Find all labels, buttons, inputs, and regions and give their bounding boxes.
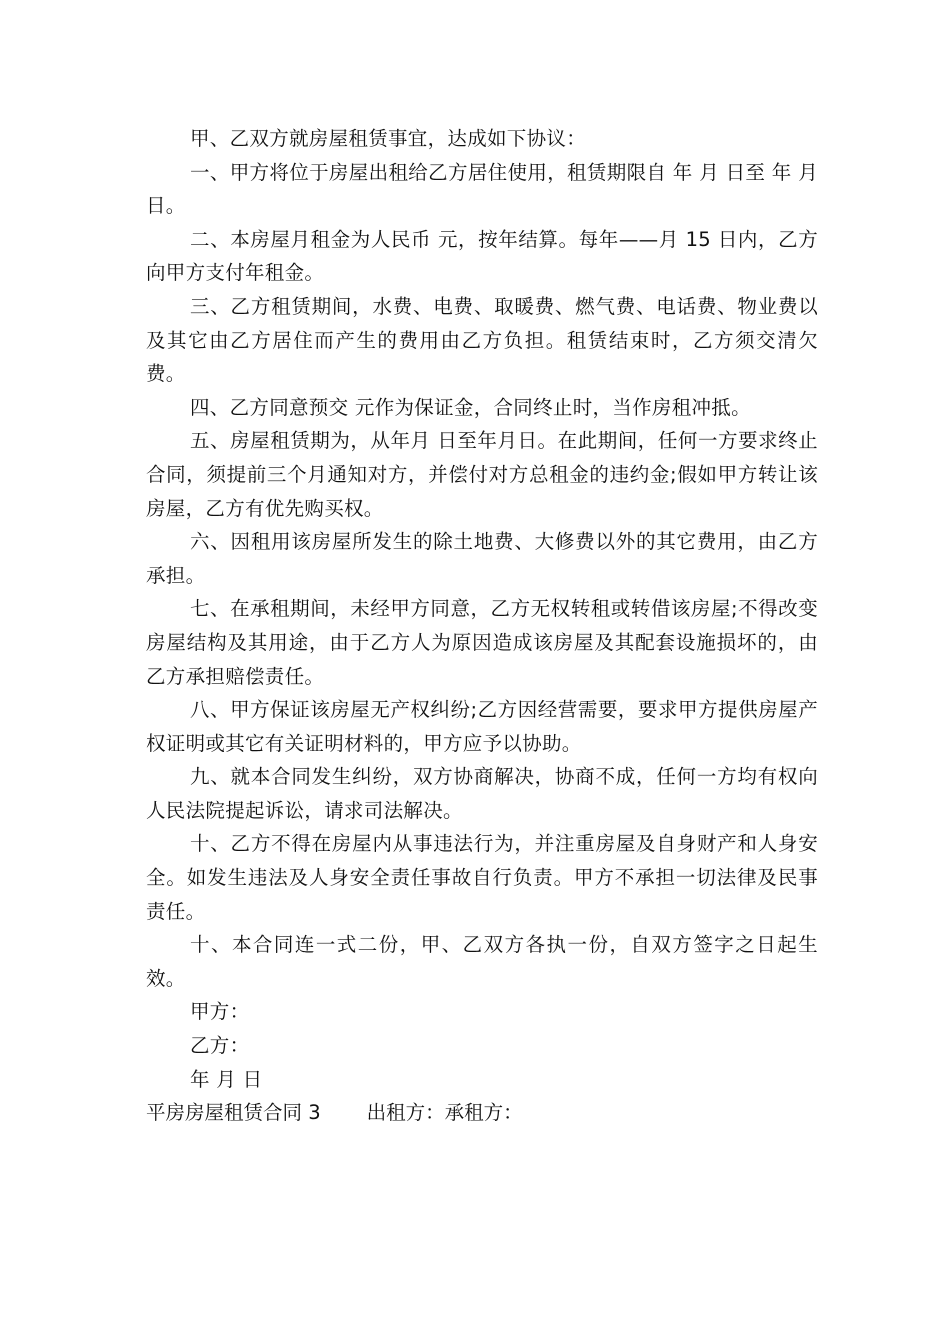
- clause-8: 八、甲方保证该房屋无产权纠纷;乙方因经营需要，要求甲方提供房屋产权证明或其它有关证明材料的，甲方应予以协助。: [146, 698, 818, 755]
- clause-6: 六、因租用该房屋所发生的除土地费、大修费以外的其它费用，由乙方承担。: [146, 530, 818, 587]
- clause-3: 三、乙方租赁期间，水费、电费、取暖费、燃气费、电话费、物业费以及其它由乙方居住而产生的费用由乙方负担。租赁结束时，乙方须交清欠费。: [146, 294, 818, 386]
- clause-4: 四、乙方同意预交 元作为保证金，合同终止时，当作房租冲抵。: [190, 395, 751, 419]
- next-contract-title: 平房房屋租赁合同 3: [146, 1101, 321, 1125]
- lessee-label: 承租方：: [444, 1101, 523, 1125]
- lessor-label: 出租方：: [366, 1101, 445, 1125]
- contract-body: [146, 122, 818, 1130]
- party-b-signature-line: 乙方：: [190, 1034, 250, 1058]
- clause-1: 一、甲方将位于房屋出租给乙方居住使用，租赁期限自 年 月 日至 年 月 日。: [146, 160, 818, 218]
- clause-5: 五、房屋租赁期为，从年月 日至年月日。在此期间，任何一方要求终止合同，须提前三个月通知对方，并偿付对方总租金的违约金;假如甲方转让该房屋，乙方有优先购买权。: [146, 429, 818, 520]
- clause-11: 十、本合同连一式二份，甲、乙双方各执一份，自双方签字之日起生效。: [146, 933, 818, 990]
- next-contract-heading: [146, 1096, 818, 1130]
- party-a-signature-line: 甲方：: [190, 1000, 250, 1024]
- clause-2: 二、本房屋月租金为人民币 元，按年结算。每年——月 15 日内，乙方向甲方支付年租金。: [146, 227, 818, 285]
- intro-paragraph: 甲、乙双方就房屋租赁事宜，达成如下协议：: [190, 127, 587, 150]
- clause-10: 十、乙方不得在房屋内从事违法行为，并注重房屋及自身财产和人身安全。如发生违法及人身安全责任事故自行负责。甲方不承担一切法律及民事责任。: [146, 832, 818, 923]
- date-line: 年 月 日: [190, 1067, 263, 1091]
- clause-7: 七、在承租期间，未经甲方同意，乙方无权转租或转借该房屋;不得改变房屋结构及其用途，由于乙方人为原因造成该房屋及其配套设施损坏的，由乙方承担赔偿责任。: [146, 597, 818, 688]
- clause-9: 九、就本合同发生纠纷，双方协商解决，协商不成，任何一方均有权向人民法院提起诉讼，请求司法解决。: [146, 765, 818, 822]
